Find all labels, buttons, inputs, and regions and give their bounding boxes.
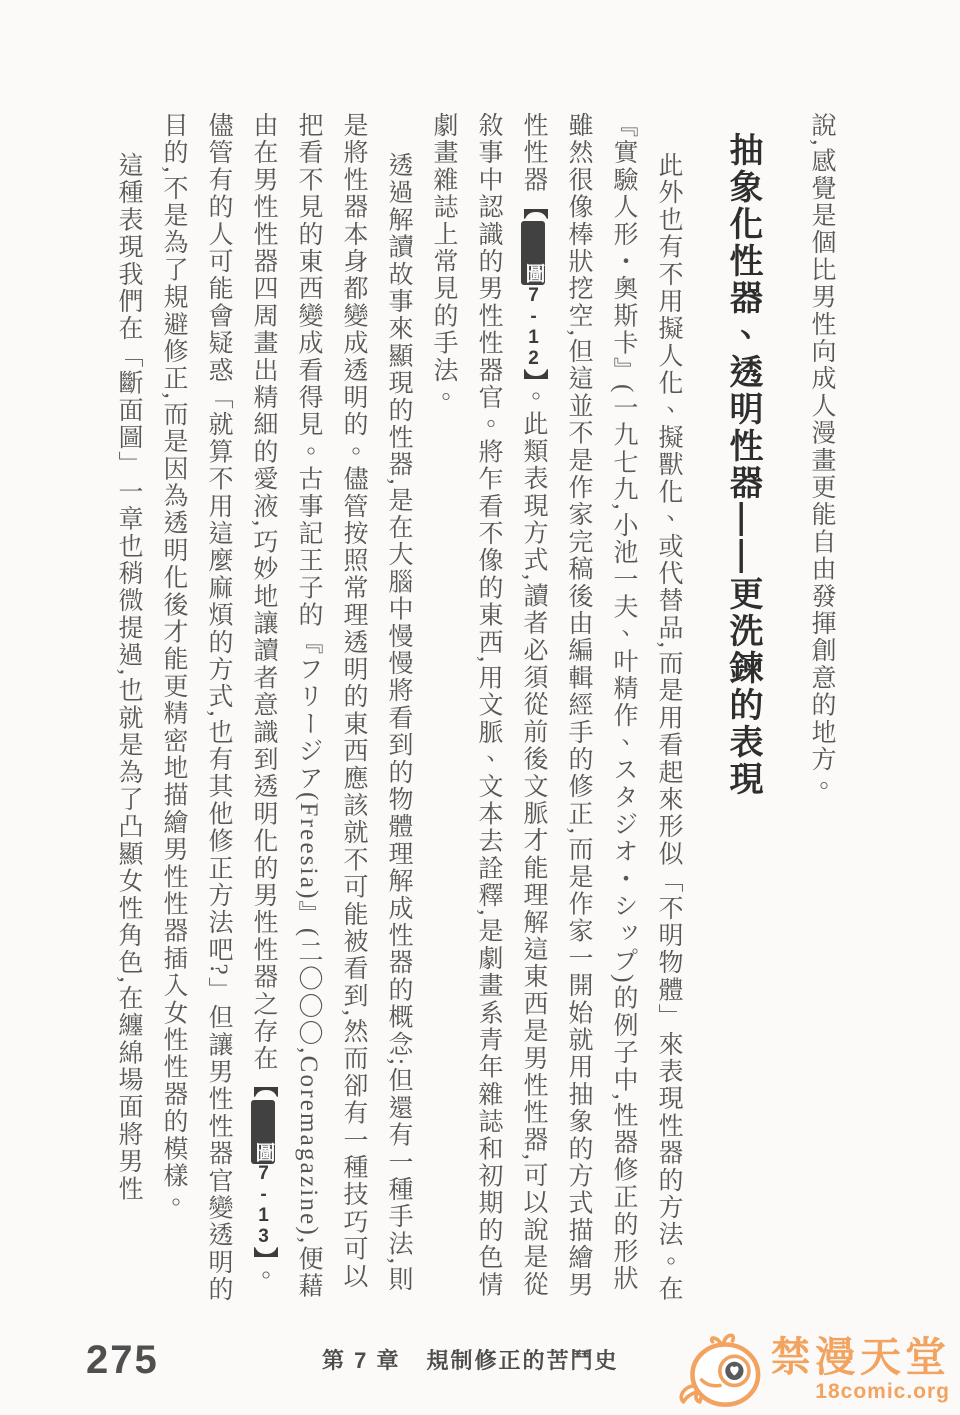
paragraph	[421, 112, 691, 1304]
watermark-text	[770, 1333, 950, 1403]
paragraph: 這種表現我們在「斷面圖」一章也稍微提過,也就是為了凸顯女性角色,在纏綿場面將男性	[115, 152, 142, 1203]
whale-mascot-icon	[672, 1329, 764, 1411]
paragraph-text: 。儘管有的人可能會疑惑「就算不用這麼麻煩的方式,也有其他修正方法吧?」但讓男性性器官變透明的目的,不是為了規避修正,而是因為透明化後才能更精密地描繪男性性器插入女性性器的模樣。	[160, 112, 277, 1304]
page-number: 275	[86, 1338, 159, 1382]
figure-ref-open-bracket: 【	[250, 1072, 277, 1100]
chapter-label: 第 7 章	[322, 1348, 401, 1373]
paragraph-text: 此外也有不用擬人化、擬獸化、或代替品,而是用看起來形似「不明物體」來表現性器的方法。在『實驗人形・奧斯卡』(一九七九,小池一夫、叶精作、スタジオ・シップ)的例子中,性器修正的形狀雖然很像棒狀挖空,但這並不是作家完稿後由編輯經手的修正,而是作家一開始就用抽象的方式描繪男性性器	[520, 112, 682, 1303]
running-footer	[322, 1344, 618, 1375]
figure-ref-7-12	[520, 194, 547, 384]
page-body-vertical-text	[106, 112, 844, 1304]
paragraph-text: 。此類表現方式,讀者必須從前後文脈才能理解這東西是男性性器,可以說是從敘事中認識的男性性器官。將乍看不像的東西,用文脈、文本去詮釋,是劇畫系青年雜誌和初期的色情劇畫雜誌上常見的手法。	[430, 112, 547, 1299]
figure-number: 7-13	[253, 1163, 274, 1248]
figure-ref-close-bracket: 】	[520, 368, 547, 384]
watermark-site-name: 禁漫天堂	[770, 1333, 950, 1380]
figure-ref-7-13	[250, 1072, 277, 1262]
watermark-logo	[672, 1329, 950, 1411]
watermark-site-url: 18comic.org	[815, 1379, 950, 1403]
chapter-title: 規制修正的苦鬥史	[426, 1348, 619, 1373]
paragraph-continuation: 說,感覺是個比男性向成人漫畫更能自由發揮創意的地方。	[808, 112, 835, 801]
section-heading: 抽象化性器、透明性器——更洗鍊的表現	[724, 132, 762, 798]
figure-ref-open-bracket: 【	[520, 193, 547, 221]
figure-number: 7-12	[523, 284, 544, 369]
figure-ref-close-bracket: 】	[250, 1247, 277, 1263]
figure-label-icon: 圖	[251, 1100, 275, 1164]
figure-label-icon: 圖	[521, 221, 545, 285]
paragraph	[151, 112, 421, 1304]
paragraph-text: 透過解讀故事來顯現的性器,是在大腦中慢慢將看到的物體理解成性器的概念;但還有一種手法,則是將性器本身都變成透明的。儘管按照常理透明的東西應該就不可能被看到,然而卻有一種技巧可以把看不見的東西變成看得見。古事記王子的『フリージア(Freesia)』(二〇〇〇,Coremagazine),便藉由在男性性器四周畫出精細的愛液,巧妙地讓讀者意識到透明化的男性性器之存在	[250, 112, 412, 1300]
